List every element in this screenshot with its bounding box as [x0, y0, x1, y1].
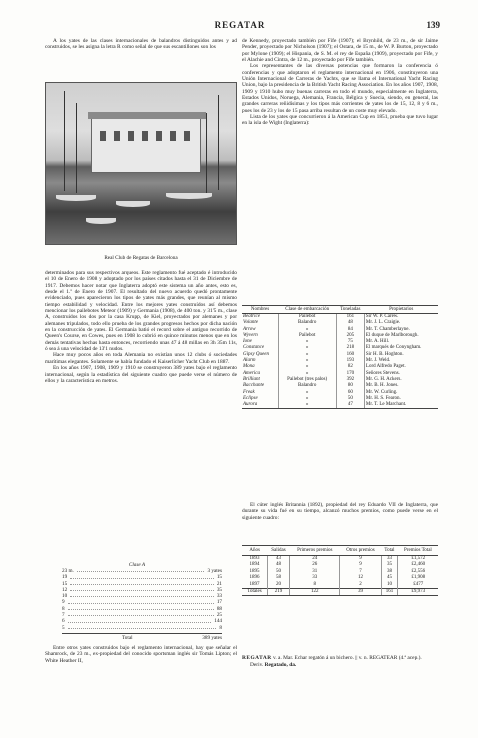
entry-definition: v. a. Mar. Echar regatón á un bichero. || v. n. REGATEAR (4.ª acep.). [273, 655, 422, 661]
prize-year: 1895 [242, 569, 267, 575]
col-header-owners: Propietarios [364, 306, 438, 314]
prize-money: £1,572 [411, 556, 426, 561]
photo-caption: Real Club de Regatas de Barcelona [104, 255, 178, 261]
yacht-tonnage: 75 [336, 339, 364, 345]
yacht-tonnage: 218 [336, 345, 364, 351]
yacht-name: America [242, 371, 278, 377]
col-header-prize-money: Premios Total [398, 546, 438, 556]
yacht-owner: Mr. W. Curling. [365, 389, 398, 395]
prize-year: 1893 [242, 556, 267, 563]
paragraph-estadistica: En los años 1907, 1908, 1909 y 1910 se construyeron 389 yates bajo el reglamento internacional, según la estadística del siguiente cuadro que puede verse el número de ellos y la característica en metros. [45, 365, 237, 384]
prize-starts: 50 [267, 569, 289, 575]
yacht-class: » [278, 352, 336, 358]
col-header-years: Años [242, 546, 267, 556]
prize-total: 38 [381, 569, 398, 575]
prize-money: £477 [413, 581, 424, 587]
yacht-name: Mona [242, 364, 278, 370]
yacht-name: Arrow [242, 327, 278, 333]
col-header-names: Nombres [242, 306, 278, 314]
entry-deriv-label: Deriv. [250, 661, 264, 668]
yacht-class: Balandro [278, 320, 336, 326]
leader-dots [68, 625, 217, 629]
yacht-tonnage: 84 [336, 327, 364, 333]
leader-dots [70, 581, 214, 585]
prize-total-cell: 122 [290, 589, 340, 596]
leader-dots [70, 574, 214, 578]
class-a-length: 7 [62, 612, 65, 619]
prize-money: £2,460 [411, 562, 426, 568]
yacht-class: » [278, 371, 336, 377]
yacht-tonnage: 80 [336, 383, 364, 389]
yacht-name: Wyvern [242, 333, 278, 339]
yacht-class: Pailebot (tres palos) [278, 377, 336, 383]
prize-year: 1896 [242, 575, 267, 581]
prize-first: 8 [290, 582, 340, 589]
prize-year: 1894 [242, 562, 267, 568]
paragraph-union: Los representantes de las diversas potencias que formaron la conferencia ó conferencias y que adoptaron el reglamento internacional en 1906, constituyeron una Unión Internacional de Carreras de Yachts, que se llama el International Yacht Racing Union, bajo la presidencia de la British Yacht Racing Association. En los años 1907, 1908, 1909 y 1910 hubo muy buenas carreras en todo el mundo, especialmente en Inglaterra, Estados Unidos, Noruega, Alemania, Francia, Bélgica y Suecia, siendo, en general, las grandes carreras reñidísimas y los tipos más corrientes de yates los de 15, 12, 8 y 6 m., pues los de 23 y los de 15 pasa arriba resultan de un coste muy elevado. [242, 63, 438, 114]
prize-starts: 48 [267, 562, 289, 568]
paragraph-shamrock: Entre otros yates construidos bajo el reglamento internacional, hay que señalar el Shamrock, de 23 m., ex-propiedad del conocido sportsman inglés sir Tomás Lipton; el White Heather II, [45, 645, 237, 664]
class-a-count: 3 yates [207, 568, 222, 574]
dictionary-entry [242, 655, 438, 668]
left-intro-text: A los yates de las clases internacionales de balandros distinguidos antes y ad construidos, se les asigna la letra R como señal de que sus escantillones son los [45, 38, 237, 51]
prize-other: 12 [340, 575, 381, 581]
entry-headword: REGATAR [242, 655, 272, 661]
col-header-other-prizes: Otros premios [340, 546, 381, 556]
class-a-length: 5 [62, 624, 65, 631]
right-top-text [242, 38, 438, 127]
class-a-length: 12 [62, 586, 68, 593]
col-header-first-prizes: Primeros premios [290, 546, 340, 556]
running-title: REGATAR [214, 20, 266, 30]
left-main-text [45, 270, 237, 384]
leader-dots [68, 612, 214, 616]
yacht-tonnage: 205 [336, 333, 364, 339]
col-header-class: Clase de embarcación [278, 306, 336, 314]
class-a-count: 8 [219, 624, 222, 631]
class-a-total-row [62, 633, 222, 641]
leader-dots [77, 568, 205, 572]
yacht-class: » [278, 339, 336, 345]
leader-dots [68, 618, 212, 622]
prize-total: 35 [381, 562, 398, 568]
yacht-tonnage: 48 [336, 320, 364, 326]
yacht-owner: Sir H. B. Hoghton. [365, 351, 404, 357]
yacht-class: Pailebot [278, 333, 336, 339]
prize-total: 45 [381, 575, 398, 581]
yacht-name: Alarm [242, 358, 278, 364]
yacht-name: Freak [242, 390, 278, 396]
yacht-name: Volante [242, 320, 278, 326]
class-a-count: 35 [216, 586, 222, 593]
yacht-owner: Mr. T. Le Marchant. [364, 402, 438, 409]
page-header [40, 20, 440, 34]
class-a-count: 144 [214, 618, 222, 625]
class-a-length: 23 m. [62, 568, 74, 574]
paragraph-reglamento: determinados para sus respectivos arqueos. Este reglamento fué aceptado é introducido el 10 de Enero de 1908 y adoptado por los países citados hasta el 31 de Diciembre de 1917. Debemos hacer notar que Inglaterra adoptó este sistema un año antes, esto es, desde el 1.º de Enero de 1907. El resultado del nuevo acuerdo quedó prontamente evidenciado, pues aparecieron los tipos de yates más grandes, que reunían al mismo tiempo estabilidad y velocidad. Entre los mejores yates construídos así debemos mencionar los pailebotes Meteor (1909) y Germania (1908), de 400 ton. y 31'5 m., clase A, construidos los dos por la casa Krupp, de Kiel, proyectados por alemanes y por alemanes tripulados, todo ello prueba de los grandes progresos hechos por dicha nación en la construcción de yates. El Germania batió el record sobre el antiguo recorrido de Queen's Course, en Cowes, pues en 1908 lo cubrió en quince minutos menos que en los demás tentativas hechas hasta entonces, recorriendo unas 47 á 48 millas en 3h 35m 11s, ó sea á una velocidad de 13'1 nudos. [45, 270, 237, 353]
class-a-length: 8 [62, 605, 65, 612]
yacht-owner: Señores Stevens. [365, 370, 400, 376]
yacht-class: Pailebot [278, 314, 336, 321]
prize-other: 9 [340, 562, 381, 568]
yacht-name: Aurora [242, 402, 278, 409]
prize-first: 31 [290, 569, 340, 575]
yacht-class: Balandro [278, 383, 336, 389]
yacht-tonnage: 60 [336, 390, 364, 396]
yacht-name: Eclipse [242, 396, 278, 402]
prize-money: £2,556 [411, 568, 426, 574]
yacht-class: » [278, 345, 336, 351]
yacht-tonnage: 193 [336, 358, 364, 364]
yacht-owner: Mr. H. S. Fearon. [365, 395, 401, 401]
paragraph-american-cup: Lista de los yates que concurrieron á la American Cup en 1851, prueba que tuvo lugar en la isla de Wight (Inglaterra): [242, 114, 438, 127]
yacht-tonnage: 170 [336, 371, 364, 377]
prize-year: 1897 [242, 582, 267, 589]
yacht-tonnage: 160 [336, 352, 364, 358]
yacht-owner: Mr. B. H. Jones. [365, 383, 399, 389]
yacht-name: Beatrice [242, 314, 278, 321]
col-header-total: Total [381, 546, 398, 556]
col-header-starts: Salidas [267, 546, 289, 556]
class-a-length: 19 [62, 574, 68, 581]
yacht-tonnage: 50 [336, 396, 364, 402]
class-a-count: 15 [216, 574, 222, 581]
prize-total-cell: Totales [242, 589, 267, 596]
prize-first: 33 [290, 575, 340, 581]
prize-total-cell: 219 [267, 589, 289, 596]
page-number: 139 [426, 20, 440, 30]
yacht-owner: Sir W. P. Carew. [365, 314, 399, 319]
yacht-owner: Mr. G. H. Ackers. [365, 376, 402, 382]
class-a-count: 33 [216, 593, 222, 600]
yacht-class: » [278, 396, 336, 402]
yacht-tonnage: 47 [336, 402, 364, 409]
class-a-count: 25 [216, 612, 222, 619]
leader-dots [70, 587, 214, 591]
britannia-prize-table [242, 545, 438, 596]
yacht-class: » [278, 390, 336, 396]
prize-starts: 20 [267, 582, 289, 589]
prize-other: 9 [340, 556, 381, 563]
prize-first: 24 [290, 556, 340, 563]
prize-first: 26 [290, 562, 340, 568]
yacht-tonnage: 82 [336, 364, 364, 370]
prize-row [242, 582, 438, 589]
class-a-length: 6 [62, 618, 65, 625]
class-a-count: 88 [216, 605, 222, 612]
paragraph-kennedy: de Kennedy, proyectado también por Fife (1907); el Brynhild, de 23 m., de sir Jaime Pender, proyectado por Nicholson (1907); el Ostara, de 15 m., de W. P. Burton, proyectado por Mylone (1909); el Hispania, de S. M. el rey de España (1909), proyectado por Fife, y el Alachie and Cintra, de 12 m., proyectado por Fife también. [242, 38, 438, 64]
yacht-name: Constance [242, 345, 278, 351]
prize-starts: 43 [267, 556, 289, 563]
paragraph-alemania: Hace muy pocos años en toda Alemania no existían unos 12 clubs ó sociedades marítimas elegantes. Solamente se había fundado el Kaiserlicher Yacht Club en 1887. [45, 352, 237, 365]
yacht-tonnage: 392 [336, 377, 364, 383]
prize-total-cell: 39 [340, 589, 381, 596]
prize-total-cell: £9,973 [398, 589, 438, 596]
prize-other: 2 [340, 582, 381, 589]
yacht-class: » [278, 358, 336, 364]
yacht-class: » [278, 364, 336, 370]
yacht-class: » [278, 402, 336, 409]
class-a-count: 17 [216, 599, 222, 606]
class-a-length: 15 [62, 580, 68, 587]
prize-total-row [242, 589, 438, 596]
yacht-owner: El marqués de Conyngham. [365, 345, 422, 351]
right-mid-text [242, 502, 438, 521]
yacht-row [242, 402, 438, 409]
class-a-total-label: Total [122, 634, 133, 641]
yacht-name: Bacchante [242, 383, 278, 389]
prize-starts: 58 [267, 575, 289, 581]
yacht-list-table [242, 305, 438, 409]
prize-other: 7 [340, 569, 381, 575]
yacht-owner: Mr. T. Chamberlayne. [365, 326, 410, 332]
class-a-count: 21 [216, 580, 222, 587]
yacht-name: Brilliant [242, 377, 278, 383]
class-a-length: 10 [62, 593, 68, 600]
class-a-title: Clase A [128, 562, 146, 568]
class-a-length: 9 [62, 599, 65, 606]
left-intro-paragraph [45, 38, 237, 51]
leader-dots [68, 606, 214, 610]
yacht-row [242, 314, 438, 321]
yacht-owner: El duque de Marlborough. [365, 332, 419, 338]
paragraph-britannia: El cúter inglés Britannia (1892), propiedad del rey Eduardo VII de Inglaterra, que durante su vida fué en su tiempo, alcanzó muchos premios, como puede verse en el siguiente cuadro: [242, 502, 438, 521]
prize-total-cell: 161 [381, 589, 398, 596]
yacht-name: Ione [242, 339, 278, 345]
yacht-owner: Mr. J. L. Craigie. [365, 320, 401, 326]
class-a-row [62, 625, 222, 631]
club-photograph [45, 82, 237, 245]
yacht-class: » [278, 327, 336, 333]
yacht-owner: Lord Alfredo Paget. [365, 364, 406, 370]
prize-row [242, 556, 438, 563]
left-bottom-text [45, 645, 237, 664]
prize-money: £1,908 [411, 575, 426, 581]
leader-dots [68, 599, 214, 603]
prize-total: 33 [381, 556, 398, 563]
class-a-table [62, 562, 222, 641]
entry-deriv-word: Regatado, da. [264, 661, 297, 668]
col-header-tonnage: Toneladas [336, 306, 364, 314]
yacht-tonnage: 161 [336, 314, 364, 321]
prize-total: 10 [381, 582, 398, 589]
yacht-owner: Mr. A. Hill. [365, 339, 390, 345]
leader-dots [70, 593, 214, 597]
class-a-total-value: 389 yates [202, 634, 222, 641]
yacht-owner: Mr. J. Weld. [365, 358, 391, 364]
yacht-name: Gipsy Queen [242, 352, 278, 358]
